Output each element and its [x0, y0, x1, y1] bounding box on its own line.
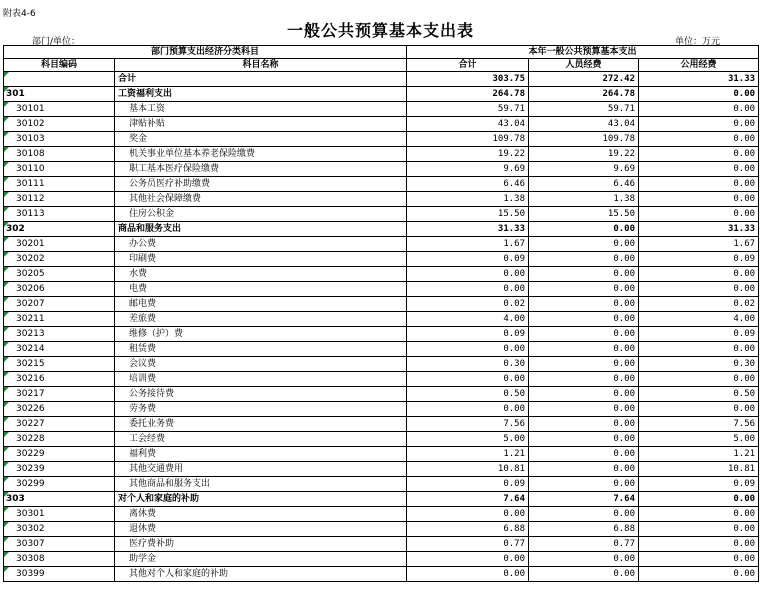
row-personnel-cell[interactable]: 1.38	[529, 192, 639, 207]
table-row[interactable]	[4, 372, 759, 387]
row-public-cell[interactable]: 5.00	[639, 432, 759, 447]
row-total-cell[interactable]: 0.77	[407, 537, 529, 552]
table-row[interactable]	[4, 312, 759, 327]
row-personnel-cell[interactable]: 0.00	[529, 342, 639, 357]
row-total-cell[interactable]: 43.04	[407, 117, 529, 132]
row-total-cell[interactable]: 0.00	[407, 552, 529, 567]
row-total-cell[interactable]: 0.00	[407, 402, 529, 417]
row-code-cell[interactable]: 30206	[4, 282, 115, 297]
row-code-cell[interactable]: 30207	[4, 297, 115, 312]
row-personnel-cell[interactable]: 0.00	[529, 312, 639, 327]
row-name-cell[interactable]: 租赁费	[115, 342, 407, 357]
row-name-cell[interactable]: 奖金	[115, 132, 407, 147]
table-row[interactable]	[4, 357, 759, 372]
row-code-cell[interactable]: 30205	[4, 267, 115, 282]
table-row[interactable]	[4, 327, 759, 342]
row-code-cell[interactable]: 30111	[4, 177, 115, 192]
row-name-cell[interactable]: 基本工资	[115, 102, 407, 117]
row-public-cell[interactable]: 0.00	[639, 372, 759, 387]
header-group-classification: 部门预算支出经济分类科目	[4, 46, 407, 59]
table-row[interactable]	[4, 87, 759, 102]
table-row[interactable]	[4, 432, 759, 447]
row-personnel-cell[interactable]: 264.78	[529, 87, 639, 102]
row-personnel-cell[interactable]: 15.50	[529, 207, 639, 222]
row-name-cell[interactable]: 医疗费补助	[115, 537, 407, 552]
row-code-cell[interactable]: 30299	[4, 477, 115, 492]
table-row[interactable]	[4, 477, 759, 492]
table-row[interactable]	[4, 552, 759, 567]
row-public-cell[interactable]: 0.00	[639, 402, 759, 417]
row-code-cell[interactable]: 30202	[4, 252, 115, 267]
row-name-cell[interactable]: 商品和服务支出	[115, 222, 407, 237]
row-personnel-cell[interactable]: 0.00	[529, 417, 639, 432]
row-code-cell[interactable]: 30302	[4, 522, 115, 537]
row-name-cell[interactable]: 公务员医疗补助缴费	[115, 177, 407, 192]
row-public-cell[interactable]: 7.56	[639, 417, 759, 432]
row-public-cell[interactable]: 0.00	[639, 87, 759, 102]
row-personnel-cell[interactable]: 59.71	[529, 102, 639, 117]
table-row[interactable]	[4, 207, 759, 222]
row-personnel-cell[interactable]: 0.00	[529, 507, 639, 522]
row-code-cell[interactable]	[4, 72, 115, 87]
row-total-cell[interactable]: 0.30	[407, 357, 529, 372]
row-name-cell[interactable]: 工资福利支出	[115, 87, 407, 102]
row-name-cell[interactable]: 办公费	[115, 237, 407, 252]
row-personnel-cell[interactable]: 0.00	[529, 402, 639, 417]
row-code-cell[interactable]: 30226	[4, 402, 115, 417]
row-total-cell[interactable]: 109.78	[407, 132, 529, 147]
row-code-cell[interactable]: 30217	[4, 387, 115, 402]
table-row[interactable]	[4, 117, 759, 132]
row-name-cell[interactable]: 差旅费	[115, 312, 407, 327]
row-public-cell[interactable]: 0.00	[639, 132, 759, 147]
row-personnel-cell[interactable]: 0.00	[529, 357, 639, 372]
row-total-cell[interactable]: 1.38	[407, 192, 529, 207]
row-total-cell[interactable]: 31.33	[407, 222, 529, 237]
row-total-cell[interactable]: 0.00	[407, 567, 529, 582]
row-code-cell[interactable]: 30308	[4, 552, 115, 567]
row-personnel-cell[interactable]: 0.00	[529, 282, 639, 297]
row-personnel-cell[interactable]: 0.00	[529, 222, 639, 237]
row-public-cell[interactable]: 0.00	[639, 507, 759, 522]
table-row[interactable]	[4, 147, 759, 162]
row-total-cell[interactable]: 7.64	[407, 492, 529, 507]
row-total-cell[interactable]: 7.56	[407, 417, 529, 432]
table-row[interactable]	[4, 282, 759, 297]
header-code: 科目编码	[4, 59, 115, 72]
table-row[interactable]	[4, 537, 759, 552]
row-personnel-cell[interactable]: 9.69	[529, 162, 639, 177]
table-row[interactable]	[4, 102, 759, 117]
row-personnel-cell[interactable]: 6.88	[529, 522, 639, 537]
row-name-cell[interactable]: 离休费	[115, 507, 407, 522]
row-code-cell[interactable]: 30227	[4, 417, 115, 432]
table-body	[4, 72, 759, 582]
row-name-cell[interactable]: 委托业务费	[115, 417, 407, 432]
row-personnel-cell[interactable]: 7.64	[529, 492, 639, 507]
row-personnel-cell[interactable]: 0.00	[529, 567, 639, 582]
unit-label: 单位：万元	[675, 37, 721, 47]
row-name-cell[interactable]: 其他交通费用	[115, 462, 407, 477]
row-public-cell[interactable]: 0.00	[639, 267, 759, 282]
row-total-cell[interactable]: 0.50	[407, 387, 529, 402]
table-row[interactable]	[4, 222, 759, 237]
row-name-cell[interactable]: 培训费	[115, 372, 407, 387]
row-name-cell[interactable]: 工会经费	[115, 432, 407, 447]
row-personnel-cell[interactable]: 0.00	[529, 462, 639, 477]
row-public-cell[interactable]: 0.00	[639, 282, 759, 297]
table-row[interactable]	[4, 237, 759, 252]
row-total-cell[interactable]: 0.00	[407, 372, 529, 387]
row-total-cell[interactable]: 4.00	[407, 312, 529, 327]
row-name-cell[interactable]: 维修（护）费	[115, 327, 407, 342]
table-row[interactable]	[4, 492, 759, 507]
row-personnel-cell[interactable]: 0.00	[529, 267, 639, 282]
row-code-cell[interactable]: 301	[4, 87, 115, 102]
row-code-cell[interactable]: 30102	[4, 117, 115, 132]
table-row[interactable]	[4, 162, 759, 177]
row-name-cell[interactable]: 印刷费	[115, 252, 407, 267]
row-public-cell[interactable]: 0.00	[639, 567, 759, 582]
row-name-cell[interactable]: 其他对个人和家庭的补助	[115, 567, 407, 582]
row-name-cell[interactable]: 机关事业单位基本养老保险缴费	[115, 147, 407, 162]
annex-label: 附表4-6	[3, 9, 36, 19]
row-code-cell[interactable]: 30110	[4, 162, 115, 177]
expenditure-table	[3, 45, 759, 582]
row-total-cell[interactable]: 1.21	[407, 447, 529, 462]
row-name-cell[interactable]: 会议费	[115, 357, 407, 372]
row-total-cell[interactable]: 0.09	[407, 252, 529, 267]
row-public-cell[interactable]: 0.00	[639, 537, 759, 552]
row-name-cell[interactable]: 公务接待费	[115, 387, 407, 402]
row-personnel-cell[interactable]: 0.00	[529, 447, 639, 462]
row-public-cell[interactable]: 0.00	[639, 102, 759, 117]
table-row[interactable]	[4, 387, 759, 402]
table-row[interactable]	[4, 72, 759, 87]
table-row[interactable]	[4, 417, 759, 432]
row-code-cell[interactable]: 30215	[4, 357, 115, 372]
row-name-cell[interactable]: 退休费	[115, 522, 407, 537]
row-code-cell[interactable]: 302	[4, 222, 115, 237]
table-row[interactable]	[4, 192, 759, 207]
row-code-cell[interactable]: 30301	[4, 507, 115, 522]
row-personnel-cell[interactable]: 0.00	[529, 372, 639, 387]
row-name-cell[interactable]: 福利费	[115, 447, 407, 462]
row-total-cell[interactable]: 303.75	[407, 72, 529, 87]
row-public-cell[interactable]: 0.02	[639, 297, 759, 312]
row-total-cell[interactable]: 0.00	[407, 507, 529, 522]
row-total-cell[interactable]: 19.22	[407, 147, 529, 162]
row-personnel-cell[interactable]: 0.00	[529, 477, 639, 492]
row-code-cell[interactable]: 30229	[4, 447, 115, 462]
row-total-cell[interactable]: 15.50	[407, 207, 529, 222]
header-personnel: 人员经费	[529, 59, 639, 72]
department-label: 部门/单位：	[32, 37, 81, 47]
row-public-cell[interactable]: 0.00	[639, 117, 759, 132]
table-row[interactable]	[4, 177, 759, 192]
row-personnel-cell[interactable]: 0.00	[529, 297, 639, 312]
table-row[interactable]	[4, 342, 759, 357]
row-public-cell[interactable]: 0.09	[639, 252, 759, 267]
row-name-cell[interactable]: 住房公积金	[115, 207, 407, 222]
row-total-cell[interactable]: 0.02	[407, 297, 529, 312]
row-personnel-cell[interactable]: 0.00	[529, 252, 639, 267]
row-code-cell[interactable]: 30399	[4, 567, 115, 582]
row-personnel-cell[interactable]: 0.00	[529, 552, 639, 567]
row-total-cell[interactable]: 59.71	[407, 102, 529, 117]
row-code-cell[interactable]: 30113	[4, 207, 115, 222]
table-row[interactable]	[4, 522, 759, 537]
row-total-cell[interactable]: 5.00	[407, 432, 529, 447]
row-name-cell[interactable]: 职工基本医疗保险缴费	[115, 162, 407, 177]
row-code-cell[interactable]: 30108	[4, 147, 115, 162]
row-public-cell[interactable]: 4.00	[639, 312, 759, 327]
table-row[interactable]	[4, 447, 759, 462]
row-name-cell[interactable]: 邮电费	[115, 297, 407, 312]
row-public-cell[interactable]: 31.33	[639, 222, 759, 237]
row-code-cell[interactable]: 30211	[4, 312, 115, 327]
row-code-cell[interactable]: 30213	[4, 327, 115, 342]
row-name-cell[interactable]: 助学金	[115, 552, 407, 567]
row-name-cell[interactable]: 合计	[115, 72, 407, 87]
row-name-cell[interactable]: 电费	[115, 282, 407, 297]
page-title: 一般公共预算基本支出表	[286, 21, 474, 40]
row-personnel-cell[interactable]: 6.46	[529, 177, 639, 192]
row-total-cell[interactable]: 6.88	[407, 522, 529, 537]
header-group-expenditure: 本年一般公共预算基本支出	[407, 46, 759, 59]
table-row[interactable]	[4, 567, 759, 582]
row-total-cell[interactable]: 1.67	[407, 237, 529, 252]
row-total-cell[interactable]: 0.00	[407, 267, 529, 282]
row-public-cell[interactable]: 0.00	[639, 522, 759, 537]
row-public-cell[interactable]: 0.00	[639, 342, 759, 357]
header-name: 科目名称	[115, 59, 407, 72]
row-total-cell[interactable]: 0.09	[407, 477, 529, 492]
row-public-cell[interactable]: 0.00	[639, 147, 759, 162]
row-name-cell[interactable]: 其他商品和服务支出	[115, 477, 407, 492]
row-code-cell[interactable]: 30101	[4, 102, 115, 117]
row-name-cell[interactable]: 津贴补贴	[115, 117, 407, 132]
row-public-cell[interactable]: 1.21	[639, 447, 759, 462]
row-personnel-cell[interactable]: 0.00	[529, 432, 639, 447]
row-public-cell[interactable]: 0.09	[639, 477, 759, 492]
row-code-cell[interactable]: 30239	[4, 462, 115, 477]
header-public: 公用经费	[639, 59, 759, 72]
row-public-cell[interactable]: 1.67	[639, 237, 759, 252]
row-code-cell[interactable]: 303	[4, 492, 115, 507]
row-total-cell[interactable]: 9.69	[407, 162, 529, 177]
row-total-cell[interactable]: 264.78	[407, 87, 529, 102]
header-total: 合计	[407, 59, 529, 72]
row-code-cell[interactable]: 30216	[4, 372, 115, 387]
row-total-cell[interactable]: 0.09	[407, 327, 529, 342]
row-code-cell[interactable]: 30307	[4, 537, 115, 552]
table-row[interactable]	[4, 267, 759, 282]
row-code-cell[interactable]: 30228	[4, 432, 115, 447]
row-name-cell[interactable]: 对个人和家庭的补助	[115, 492, 407, 507]
row-personnel-cell[interactable]: 0.00	[529, 387, 639, 402]
row-personnel-cell[interactable]: 43.04	[529, 117, 639, 132]
row-public-cell[interactable]: 31.33	[639, 72, 759, 87]
row-public-cell[interactable]: 0.00	[639, 552, 759, 567]
row-public-cell[interactable]: 0.00	[639, 192, 759, 207]
row-code-cell[interactable]: 30103	[4, 132, 115, 147]
row-public-cell[interactable]: 0.00	[639, 177, 759, 192]
table-row[interactable]	[4, 297, 759, 312]
row-total-cell[interactable]: 0.00	[407, 282, 529, 297]
row-public-cell[interactable]: 0.30	[639, 357, 759, 372]
row-total-cell[interactable]: 10.81	[407, 462, 529, 477]
row-public-cell[interactable]: 10.81	[639, 462, 759, 477]
row-personnel-cell[interactable]: 272.42	[529, 72, 639, 87]
row-total-cell[interactable]: 6.46	[407, 177, 529, 192]
table-row[interactable]	[4, 402, 759, 417]
row-code-cell[interactable]: 30201	[4, 237, 115, 252]
row-total-cell[interactable]: 0.00	[407, 342, 529, 357]
row-public-cell[interactable]: 0.00	[639, 207, 759, 222]
row-name-cell[interactable]: 劳务费	[115, 402, 407, 417]
row-public-cell[interactable]: 0.00	[639, 492, 759, 507]
table-row[interactable]	[4, 507, 759, 522]
row-personnel-cell[interactable]: 0.77	[529, 537, 639, 552]
row-personnel-cell[interactable]: 0.00	[529, 237, 639, 252]
row-code-cell[interactable]: 30214	[4, 342, 115, 357]
row-name-cell[interactable]: 水费	[115, 267, 407, 282]
row-personnel-cell[interactable]: 109.78	[529, 132, 639, 147]
table-row[interactable]	[4, 132, 759, 147]
table-row[interactable]	[4, 252, 759, 267]
row-public-cell[interactable]: 0.00	[639, 162, 759, 177]
row-name-cell[interactable]: 其他社会保障缴费	[115, 192, 407, 207]
row-personnel-cell[interactable]: 19.22	[529, 147, 639, 162]
row-code-cell[interactable]: 30112	[4, 192, 115, 207]
table-row[interactable]	[4, 462, 759, 477]
row-public-cell[interactable]: 0.09	[639, 327, 759, 342]
row-personnel-cell[interactable]: 0.00	[529, 327, 639, 342]
row-public-cell[interactable]: 0.50	[639, 387, 759, 402]
